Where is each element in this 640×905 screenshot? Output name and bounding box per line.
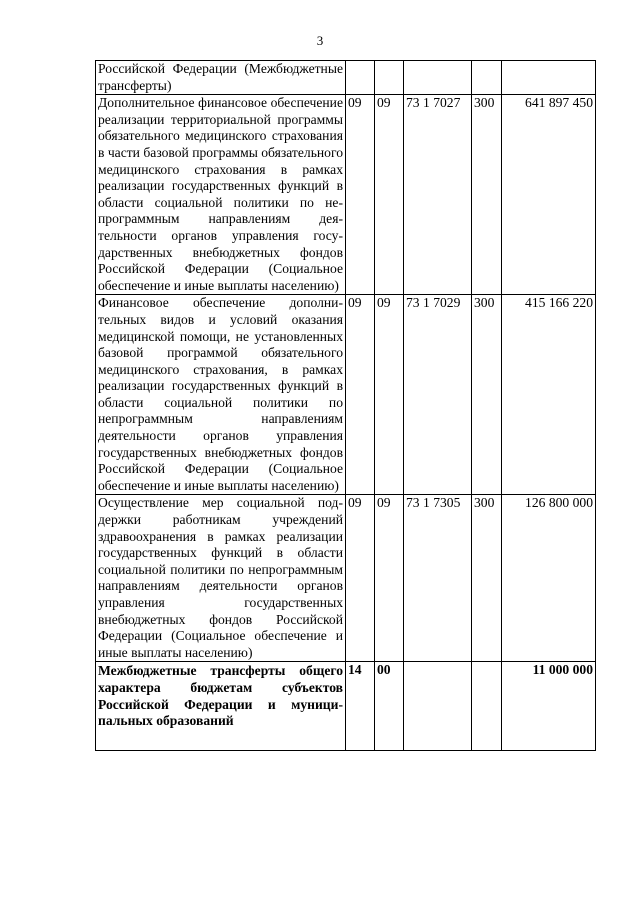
row-expense-type-code [472,61,502,95]
row-amount: 641 897 450 [502,95,596,295]
table-row [96,295,596,495]
table-row [96,495,596,662]
row-expense-type-code [472,662,502,750]
row-target-article-code: 73 1 7029 [404,295,472,495]
row-section-code: 09 [346,95,375,295]
row-section-code: 09 [346,295,375,495]
budget-table [95,60,596,751]
row-section-code: 09 [346,495,375,662]
row-expense-type-code: 300 [472,295,502,495]
table-row [96,61,596,95]
row-subsection-code: 09 [375,495,404,662]
table-row [96,662,596,750]
row-subsection-code: 00 [375,662,404,750]
row-subsection-code: 09 [375,295,404,495]
row-name: Российской Федерации (Межбюджетные трансферты) [96,61,346,95]
row-target-article-code [404,662,472,750]
row-target-article-code [404,61,472,95]
row-section-code: 14 [346,662,375,750]
row-target-article-code: 73 1 7027 [404,95,472,295]
row-section-code [346,61,375,95]
row-amount: 126 800 000 [502,495,596,662]
page-number: 3 [316,33,324,48]
row-name: Финансовое обеспечение дополнительных видов и условий оказания медицинской помощи, не установленных базовой программой обязательного медицинского страхования, в рамках реализации государственных функций в области социальной политики по непрограммным направлениям деятельности органов управления государственных внебюджетных фондов Российской Федерации (Социальное обеспечение и иные выплаты населению) [96,295,346,495]
row-amount: 11 000 000 [502,662,596,750]
row-amount: 415 166 220 [502,295,596,495]
table-row [96,95,596,295]
row-target-article-code: 73 1 7305 [404,495,472,662]
row-expense-type-code: 300 [472,95,502,295]
row-subsection-code: 09 [375,95,404,295]
row-name: Осуществление мер социальной поддержки работникам учреждений здравоохранения в рамках реализации государственных функций в области социальной политики по непрограммным направлениям деятельности органов управления государственных внебюджетных фондов Российской Федерации (Социальное обеспечение и иные выплаты населению) [96,495,346,662]
row-name: Межбюджетные трансферты общего характера бюджетам субъектов Российской Федерации и муниципальных образований [96,662,346,750]
row-subsection-code [375,61,404,95]
row-name: Дополнительное финансовое обеспечение реализации территориальной программы обязательного медицинского страхования в части базовой программы обязательного медицинского страхования в рамках реализации государственных функций в области социальной политики по непрограммным направлениям деятельности органов управления государственных внебюджетных фондов Российской Федерации (Социальное обеспечение и иные выплаты населению) [96,95,346,295]
row-expense-type-code: 300 [472,495,502,662]
row-amount [502,61,596,95]
